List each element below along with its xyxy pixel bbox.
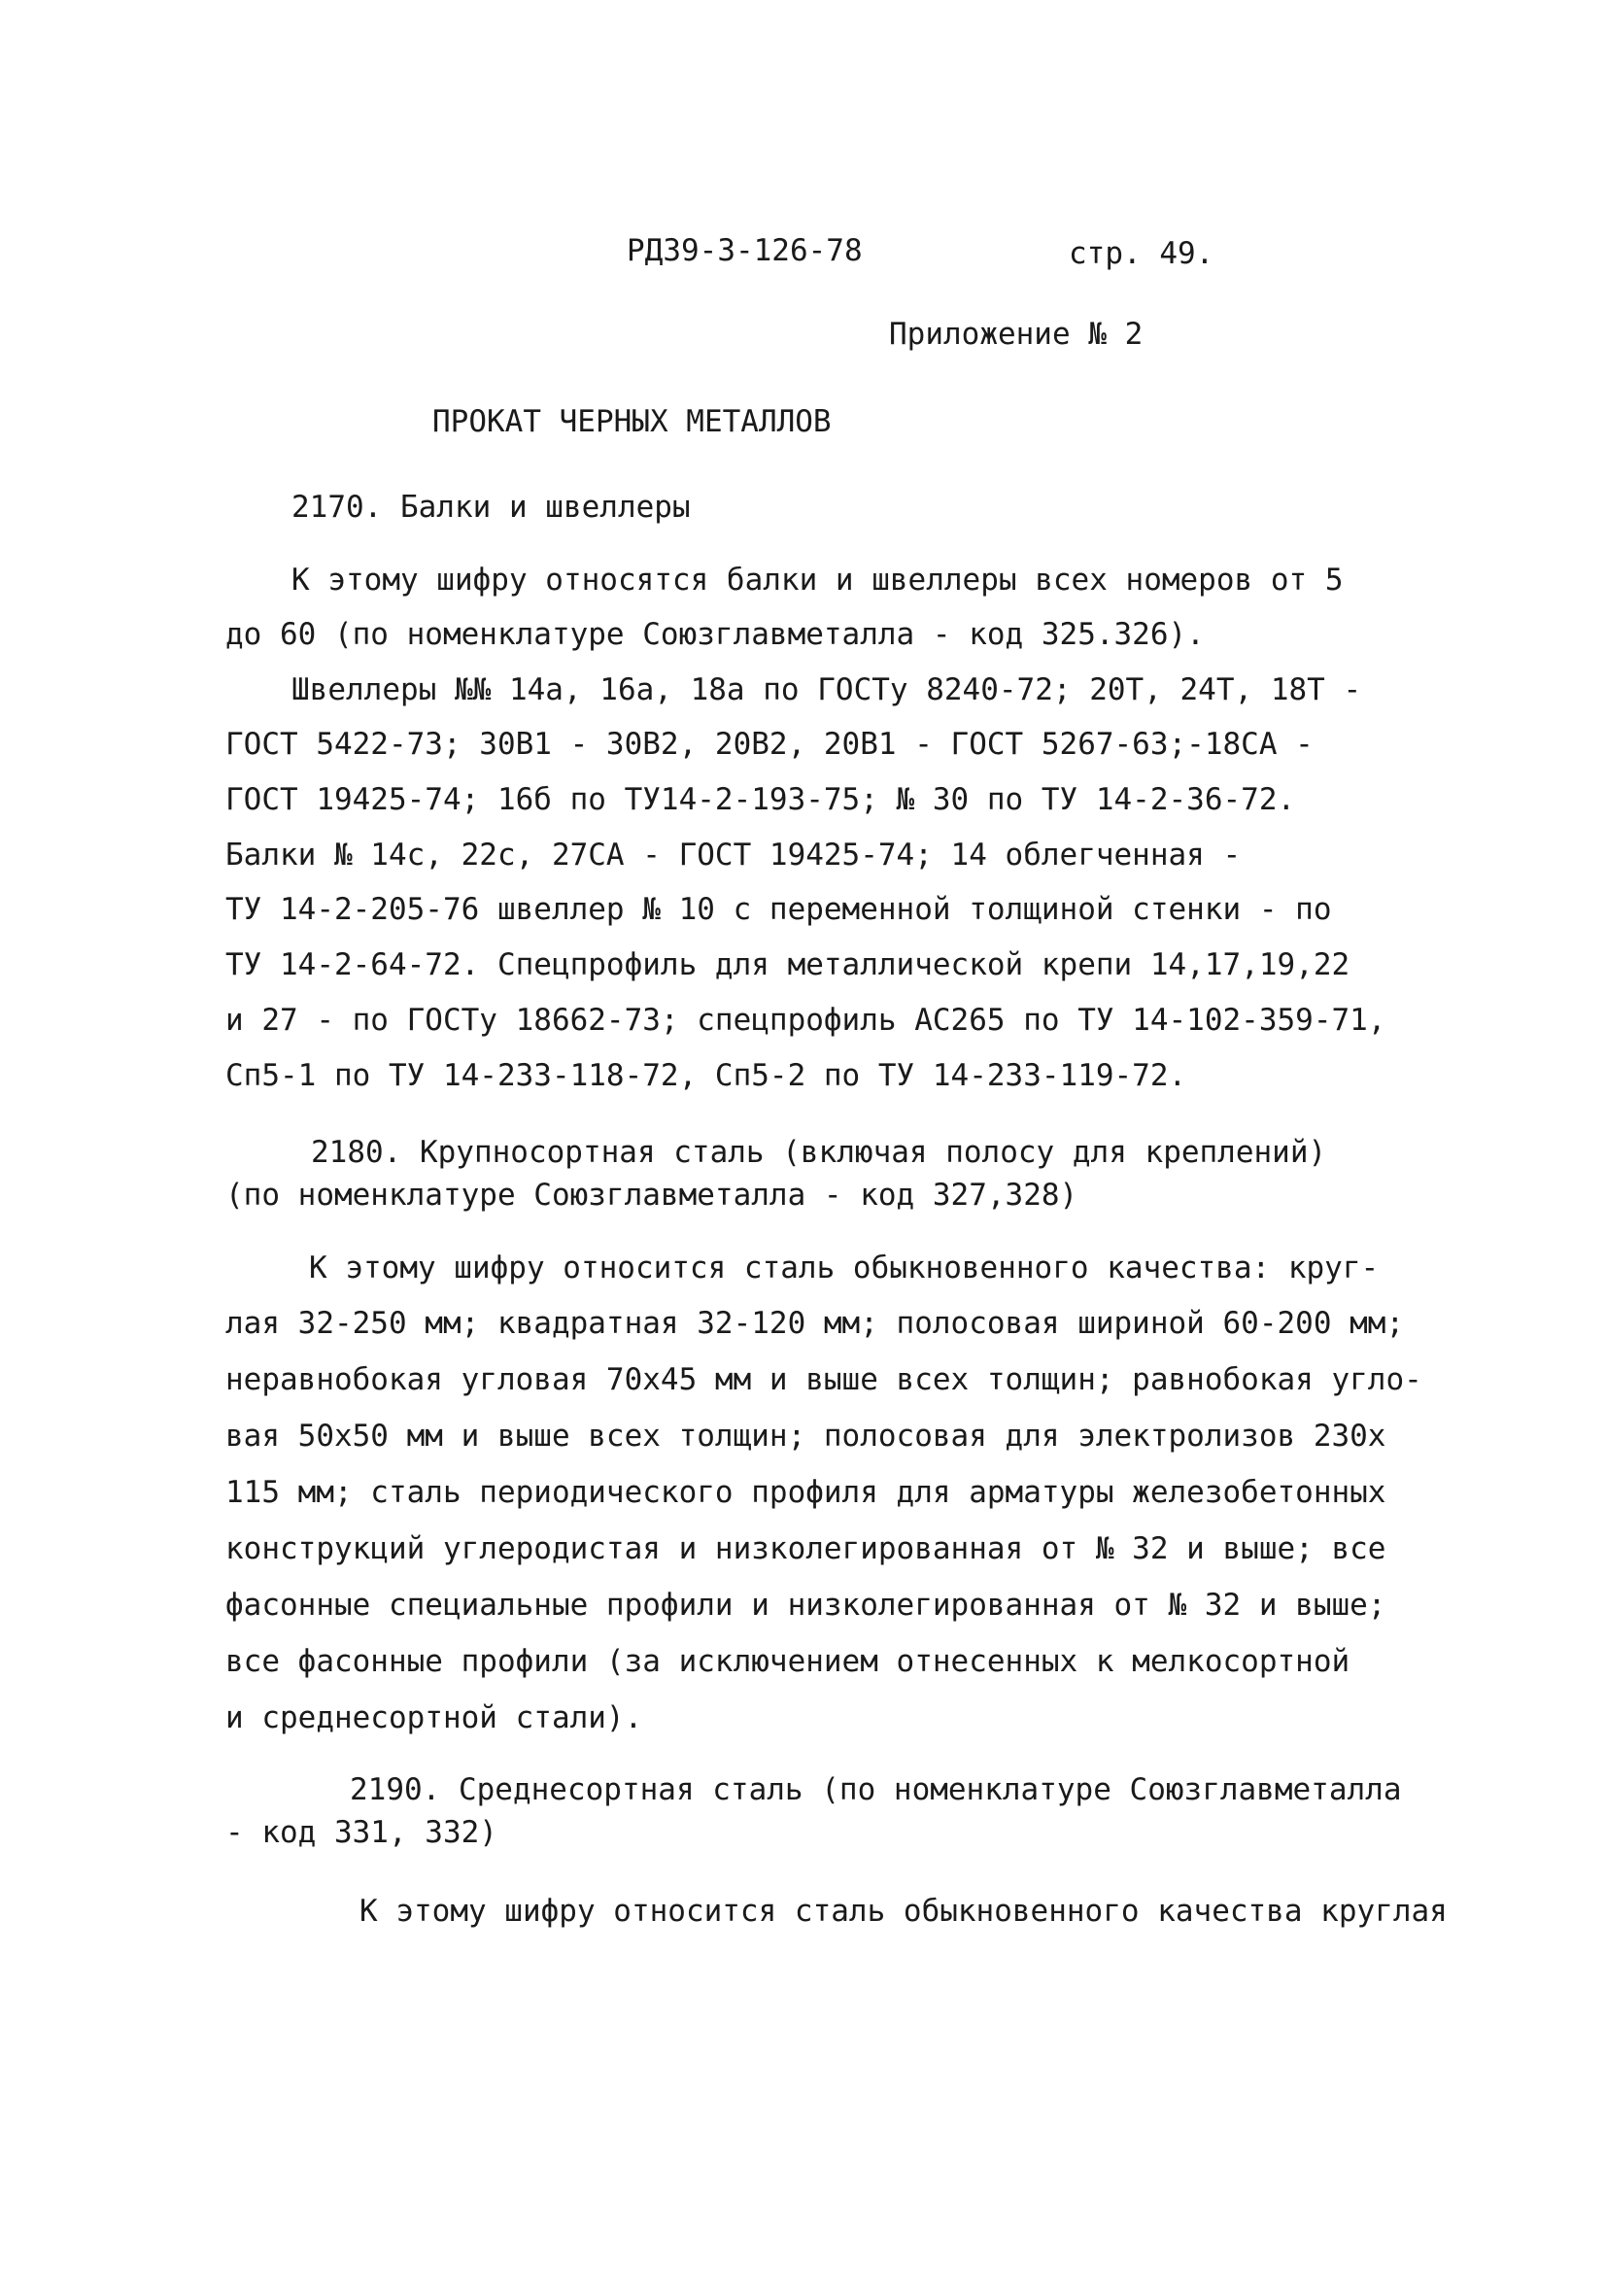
doc-code: РД39-3-126-78 xyxy=(627,233,863,268)
section-2170-line-4: ГОСТ 5422-73; 30В1 - 30В2, 20В2, 20В1 - ГОСТ 5267-63;-18СА - xyxy=(225,727,1314,762)
section-2170-line-10: Сп5-1 по ТУ 14-233-118-72, Сп5-2 по ТУ 14-233-119-72. xyxy=(225,1058,1187,1093)
section-2170-line-8: ТУ 14-2-64-72. Спецпрофиль для металлической крепи 14,17,19,22 xyxy=(225,947,1350,982)
section-2170-line-6: Балки № 14с, 22с, 27СА - ГОСТ 19425-74; 14 облегченная - xyxy=(225,838,1242,873)
section-2180-line-8: все фасонные профили (за исключением отнесенных к мелкосортной xyxy=(225,1644,1350,1679)
section-2170-line-2: до 60 (по номенклатуре Союзглавметалла - код 325.326). xyxy=(225,617,1205,652)
section-2180-line-9: и среднесортной стали). xyxy=(225,1700,643,1735)
section-2180-line-1: К этому шифру относится сталь обыкновенного качества: круг- xyxy=(309,1251,1380,1285)
section-2190-heading-1: 2190. Среднесортная сталь (по номенклатуре Союзглавметалла xyxy=(350,1772,1402,1807)
section-2180-heading-2: (по номенклатуре Союзглавметалла - код 327,328) xyxy=(225,1178,1078,1213)
section-2170-line-1: К этому шифру относятся балки и швеллеры всех номеров от 5 xyxy=(291,563,1344,598)
section-2190-heading-2: - код 331, 332) xyxy=(225,1815,497,1850)
section-2180-line-3: неравнобокая угловая 70х45 мм и выше всех толщин; равнобокая угло- xyxy=(225,1362,1422,1397)
appendix-label: Приложение № 2 xyxy=(889,317,1144,352)
section-2170-line-7: ТУ 14-2-205-76 швеллер № 10 с переменной толщиной стенки - по xyxy=(225,892,1332,927)
section-2170-line-9: и 27 - по ГОСТу 18662-73; спецпрофиль АС265 по ТУ 14-102-359-71, xyxy=(225,1003,1386,1038)
section-2180-line-6: конструкций углеродистая и низколегированная от № 32 и выше; все xyxy=(225,1531,1386,1566)
section-2190-line-1: К этому шифру относится сталь обыкновенного качества круглая xyxy=(359,1894,1448,1929)
section-2170-heading: 2170. Балки и швеллеры xyxy=(291,490,691,525)
section-2180-line-7: фасонные специальные профили и низколегированная от № 32 и выше; xyxy=(225,1588,1386,1623)
page-title: ПРОКАТ ЧЕРНЫХ МЕТАЛЛОВ xyxy=(432,404,832,439)
page-reference: стр. 49. xyxy=(1069,236,1214,271)
section-2170-line-5: ГОСТ 19425-74; 16б по ТУ14-2-193-75; № 30 по ТУ 14-2-36-72. xyxy=(225,782,1296,817)
section-2180-line-2: лая 32-250 мм; квадратная 32-120 мм; полосовая шириной 60-200 мм; xyxy=(225,1306,1405,1341)
section-2180-line-5: 115 мм; сталь периодического профиля для арматуры железобетонных xyxy=(225,1475,1386,1510)
section-2180-line-4: вая 50х50 мм и выше всех толщин; полосовая для электролизов 230х xyxy=(225,1419,1386,1454)
section-2170-line-3: Швеллеры №№ 14а, 16а, 18а по ГОСТу 8240-72; 20Т, 24Т, 18Т - xyxy=(291,672,1362,707)
section-2180-heading-1: 2180. Крупносортная сталь (включая полосу для креплений) xyxy=(311,1135,1327,1170)
